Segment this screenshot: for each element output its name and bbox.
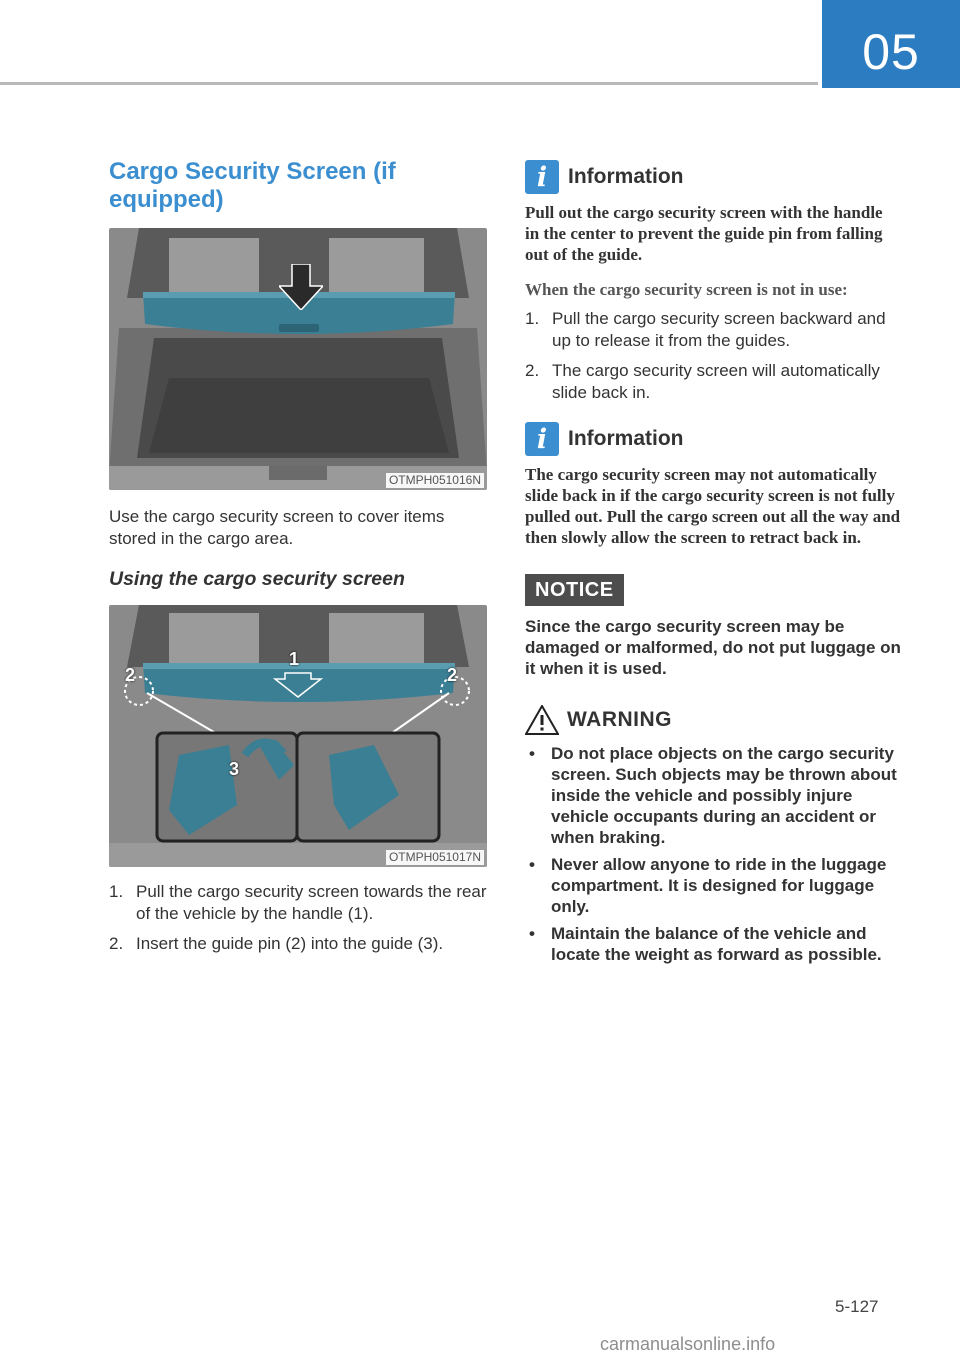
section-title: Cargo Security Screen (if equipped)	[109, 158, 396, 213]
page-number: 5-127	[835, 1297, 879, 1316]
chapter-tab: 05	[822, 0, 960, 88]
step-number: 1.	[525, 309, 540, 328]
step-text: The cargo security screen will automatically slide back in.	[552, 361, 880, 402]
info-steps-list	[525, 308, 901, 404]
notice-block	[525, 574, 901, 679]
bullet: •	[529, 855, 535, 874]
info-title: Information	[568, 427, 684, 450]
down-arrow-icon	[279, 264, 323, 310]
figure-code: OTMPH051016N	[386, 473, 484, 488]
info-icon: i	[525, 422, 559, 456]
list-item	[109, 881, 487, 925]
info-icon: i	[525, 160, 559, 194]
step-number: 2.	[109, 934, 124, 953]
list-item	[525, 743, 901, 848]
guide-pin-illustration	[109, 605, 487, 867]
figure-cargo-screen	[109, 228, 487, 490]
warning-item-text: Do not place objects on the cargo security screen. Such objects may be thrown about inside the vehicle and possibly injure vehicle occupants during an accident or when braking.	[551, 744, 897, 847]
list-item	[525, 923, 901, 965]
step-number: 2.	[525, 361, 540, 380]
header-rule	[0, 82, 818, 85]
warning-triangle-icon	[525, 705, 559, 735]
notice-text: Since the cargo security screen may be damaged or malformed, do not put luggage on it when it is used.	[525, 617, 901, 678]
callout-2-right: 2	[447, 665, 458, 685]
warning-item-text: Never allow anyone to ride in the luggage compartment. It is designed for luggage only.	[551, 855, 887, 916]
bullet: •	[529, 924, 535, 943]
figure-code: OTMPH051017N	[386, 850, 484, 865]
intro-text: Use the cargo security screen to cover items stored in the cargo area.	[109, 507, 445, 548]
warning-title: WARNING	[567, 708, 672, 731]
info-subheading: When the cargo security screen is not in use:	[525, 280, 848, 299]
step-text: Pull the cargo security screen towards the rear of the vehicle by the handle (1).	[136, 882, 487, 923]
warning-list	[525, 743, 901, 965]
figure-guide-pin	[109, 605, 487, 867]
info-title: Information	[568, 165, 684, 188]
subheading: Using the cargo security screen	[109, 568, 405, 590]
callout-3: 3	[229, 759, 240, 779]
list-item	[525, 854, 901, 917]
step-text: Insert the guide pin (2) into the guide (3).	[136, 934, 444, 953]
info-header	[525, 160, 901, 194]
info-header	[525, 422, 901, 456]
warning-block	[525, 705, 901, 965]
info-text: The cargo security screen may not automatically slide back in if the cargo security screen is not fully pulled out. Pull the cargo screen out all the way and then slowly allow the screen to retract back in.	[525, 465, 901, 547]
steps-list	[109, 881, 487, 955]
step-number: 1.	[109, 882, 124, 901]
list-item	[525, 360, 901, 404]
info-text: Pull out the cargo security screen with the handle in the center to prevent the guide pin from falling out of the guide.	[525, 203, 883, 264]
bullet: •	[529, 744, 535, 763]
watermark: carmanualsonline.info	[600, 1334, 776, 1354]
list-item	[525, 308, 901, 352]
warning-item-text: Maintain the balance of the vehicle and locate the weight as forward as possible.	[551, 924, 882, 964]
list-item	[109, 933, 487, 955]
step-text: Pull the cargo security screen backward and up to release it from the guides.	[552, 309, 886, 350]
right-column	[525, 160, 901, 971]
left-column	[109, 158, 487, 963]
callout-1: 1	[289, 649, 300, 669]
callout-2-left: 2	[125, 665, 136, 685]
warning-header	[525, 705, 901, 735]
notice-badge: NOTICE	[525, 574, 624, 606]
